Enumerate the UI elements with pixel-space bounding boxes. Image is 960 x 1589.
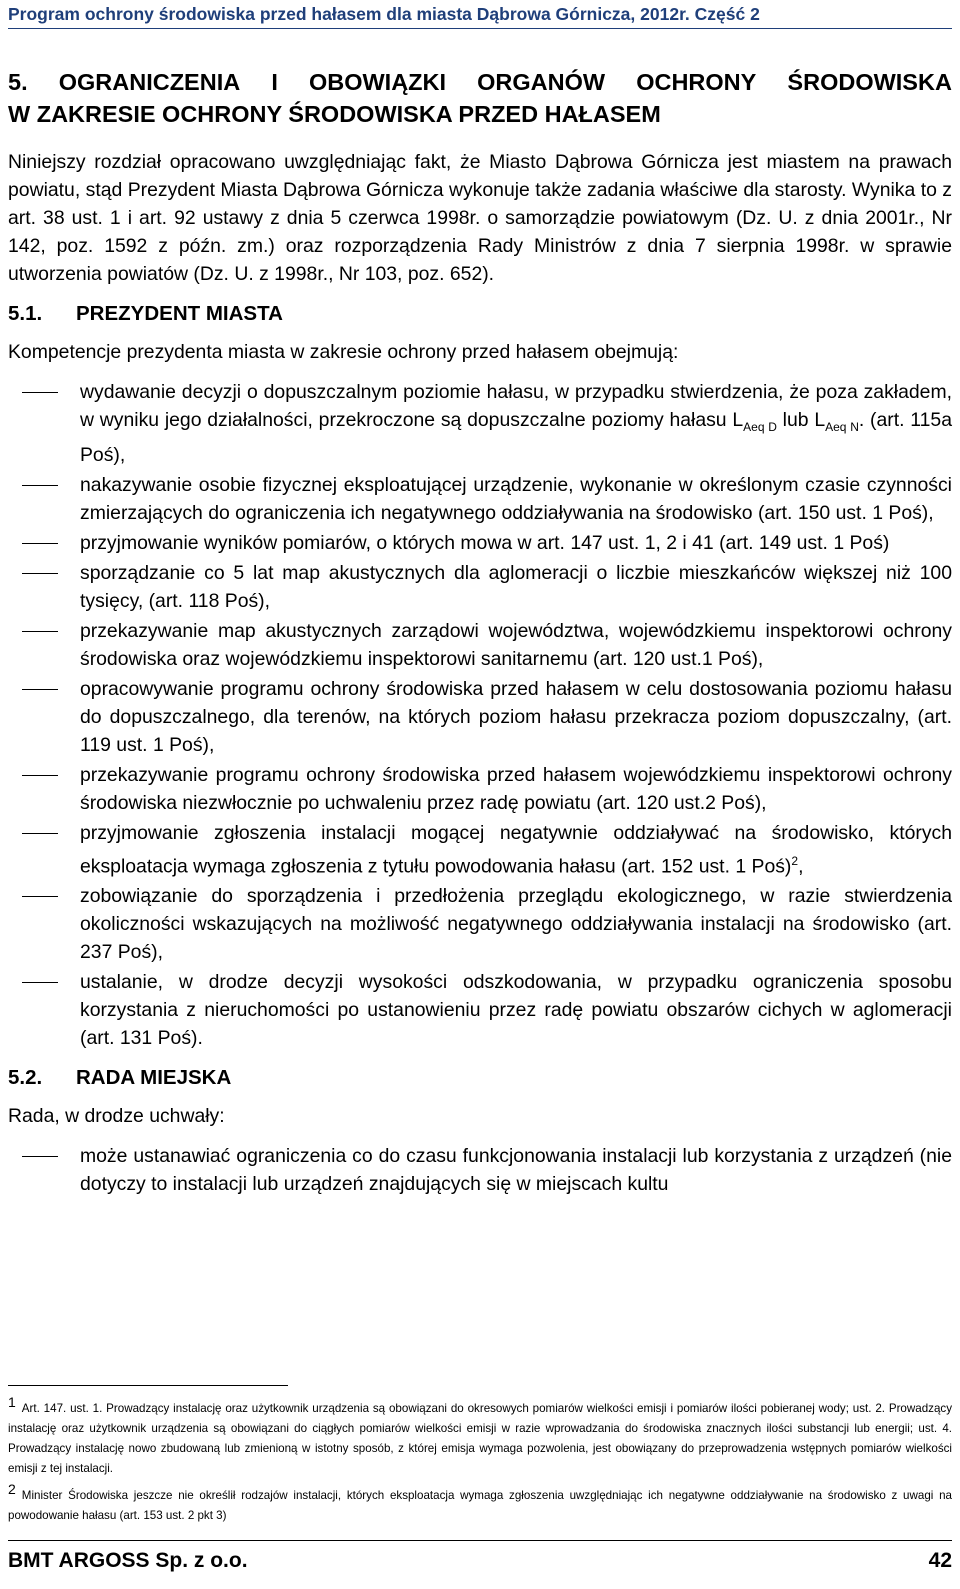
list-item: nakazywanie osobie fizycznej eksploatującej urządzenie, wykonanie w określonym czasie czynności zmierzających do ograniczenia ich negatywnego oddziaływania na środowisko (art. 150 ust. 1 Poś), — [8, 471, 952, 527]
section-5-title-line2: W ZAKRESIE OCHRONY ŚRODOWISKA PRZED HAŁASEM — [8, 101, 661, 127]
title-word: ORGANÓW — [477, 69, 606, 95]
section-title: RADA MIEJSKA — [76, 1066, 232, 1090]
footnotes — [8, 1392, 952, 1526]
text: . (art. 115a Poś), — [80, 409, 952, 466]
footnote-ref: 2 — [791, 853, 799, 868]
section-5-title-line1 — [8, 66, 952, 98]
footnote-mark: 1 — [8, 1394, 16, 1410]
section-title: PREZYDENT MIASTA — [76, 302, 283, 325]
section-5-intro: Niniejszy rozdział opracowano uwzględniając fakt, że Miasto Dąbrowa Górnicza jest miastem na prawach powiatu, stąd Prezydent Miasta Dąbrowa Górnicza wykonuje także zadania właściwe dla starosty. Wynika to z art. 38 ust. 1 i art. 92 ustawy z dnia 5 czerwca 1998r. o samorządzie powiatowym (Dz. U. z dnia 2001r., Nr 142, poz. 1592 z późn. zm.) oraz rozporządzenia Rady Ministrów z dnia 7 sierpnia 1998r. w sprawie utworzenia powiatów (Dz. U. z 1998r., Nr 103, poz. 652). — [8, 151, 952, 285]
list-item — [8, 378, 952, 469]
list-item: przekazywanie programu ochrony środowiska przed hałasem wojewódzkiemu inspektorowi ochrony środowiska niezwłocznie po uchwaleniu przez radę powiatu (art. 120 ust.2 Poś), — [8, 761, 952, 817]
company-name: BMT ARGOSS Sp. z o.o. — [8, 1549, 248, 1572]
text: wydawanie decyzji o dopuszczalnym poziomie hałasu, w przypadku stwierdzenia, że poza zakładem, w wyniku jego działalności, przekroczone są dopuszczalne poziomy hałasu L — [80, 381, 952, 431]
footnote-mark: 2 — [8, 1480, 16, 1497]
section-5-2-heading — [8, 1064, 952, 1092]
text: , — [798, 855, 804, 878]
title-word: OBOWIĄZKI — [308, 69, 447, 95]
section-5-1-intro: Kompetencje prezydenta miasta w zakresie ochrony przed hałasem obejmują: — [8, 341, 679, 363]
competence-list — [8, 378, 952, 1052]
footnote-1 — [8, 1392, 952, 1479]
section-5-2-intro: Rada, w drodze uchwały: — [8, 1105, 225, 1128]
title-word: I — [271, 69, 278, 95]
subscript: Aeq N — [825, 419, 859, 434]
page-footer — [8, 1540, 952, 1573]
footnote-2 — [8, 1479, 952, 1526]
running-header: Program ochrony środowiska przed hałasem dla miasta Dąbrowa Górnicza, 2012r. Część 2 — [8, 4, 952, 29]
list-item: zobowiązanie do sporządzenia i przedłożenia przeglądu ekologicznego, w razie stwierdzenia okoliczności wskazujących na możliwość negatywnego oddziaływania instalacji na środowisko (art. 237 Poś), — [8, 882, 952, 966]
subscript: Aeq D — [743, 419, 777, 434]
list-item: może ustanawiać ograniczenia co do czasu funkcjonowania instalacji lub korzystania z urządzeń (nie dotyczy to instalacji lub urządzeń znajdujących się w miejscach kultu — [8, 1142, 952, 1198]
footnote-text: Minister Środowiska jeszcze nie określił rodzajów instalacji, których eksploatacja wymaga zgłoszenia uwzględniając ich negatywne oddziaływanie na środowisko z uwagi na powodowanie hałasu (art. 153 ust. 2 pkt 3) — [8, 1488, 952, 1522]
list-item: sporządzanie co 5 lat map akustycznych dla aglomeracji o liczbie mieszkańców większej niż 100 tysięcy, (art. 118 Poś), — [8, 559, 952, 615]
title-word: OGRANICZENIA — [58, 69, 241, 95]
list-item — [8, 819, 952, 880]
page-number: 42 — [928, 1549, 952, 1572]
list-item: ustalanie, w drodze decyzji wysokości odszkodowania, w przypadku ograniczenia sposobu korzystania z nieruchomości po ustanowieniu przez radę powiatu obszarów cichych w aglomeracji (art. 131 Poś). — [8, 968, 952, 1052]
section-number: 5.1. — [8, 302, 43, 325]
text: przyjmowanie zgłoszenia instalacji mogącej negatywnie oddziaływać na środowisko, których eksploatacja wymaga zgłoszenia z tytułu powodowania hałasu (art. 152 ust. 1 Poś) — [80, 821, 952, 878]
council-list — [8, 1142, 952, 1198]
title-word: OCHRONY — [636, 69, 757, 95]
section-5-1-heading — [8, 300, 952, 328]
section-number: 5.2. — [8, 1066, 43, 1090]
footnote-text: Art. 147. ust. 1. Prowadzący instalację oraz użytkownik urządzenia są obowiązani do okresowych pomiarów wielkości emisji i pomiarów ilości pobieranej wody; ust. 2. Prowadzący instalację oraz użytkownik urządzenia są obowiązani do ciągłych pomiarów wielkości emisji w razie wprowadzania do środowiska znacznych ilości substancji lub energii; ust. 4. Prowadzący instalację nowo zbudowaną lub zmienioną w istotny sposób, z której emisja wymaga pozwolenia, jest obowiązany do przeprowadzenia wstępnych pomiarów wielkości emisji z tej instalacji. — [8, 1401, 952, 1475]
title-word: 5. — [8, 69, 28, 95]
title-word: ŚRODOWISKA — [787, 69, 952, 95]
list-item: przyjmowanie wyników pomiarów, o których mowa w art. 147 ust. 1, 2 i 41 (art. 149 ust. 1 Poś) — [8, 529, 952, 557]
text: lub L — [776, 409, 826, 431]
section-5-title — [8, 66, 952, 130]
list-item: przekazywanie map akustycznych zarządowi województwa, wojewódzkiemu inspektorowi ochrony środowiska oraz wojewódzkiemu inspektorowi sanitarnemu (art. 120 ust.1 Poś), — [8, 617, 952, 673]
footnote-separator — [8, 1385, 288, 1386]
page-body — [8, 66, 952, 1210]
list-item: opracowywanie programu ochrony środowiska przed hałasem w celu dostosowania poziomu hałasu do dopuszczalnego, dla terenów, na których poziom hałasu przekracza poziom dopuszczalny, (art. 119 ust. 1 Poś), — [8, 675, 952, 759]
